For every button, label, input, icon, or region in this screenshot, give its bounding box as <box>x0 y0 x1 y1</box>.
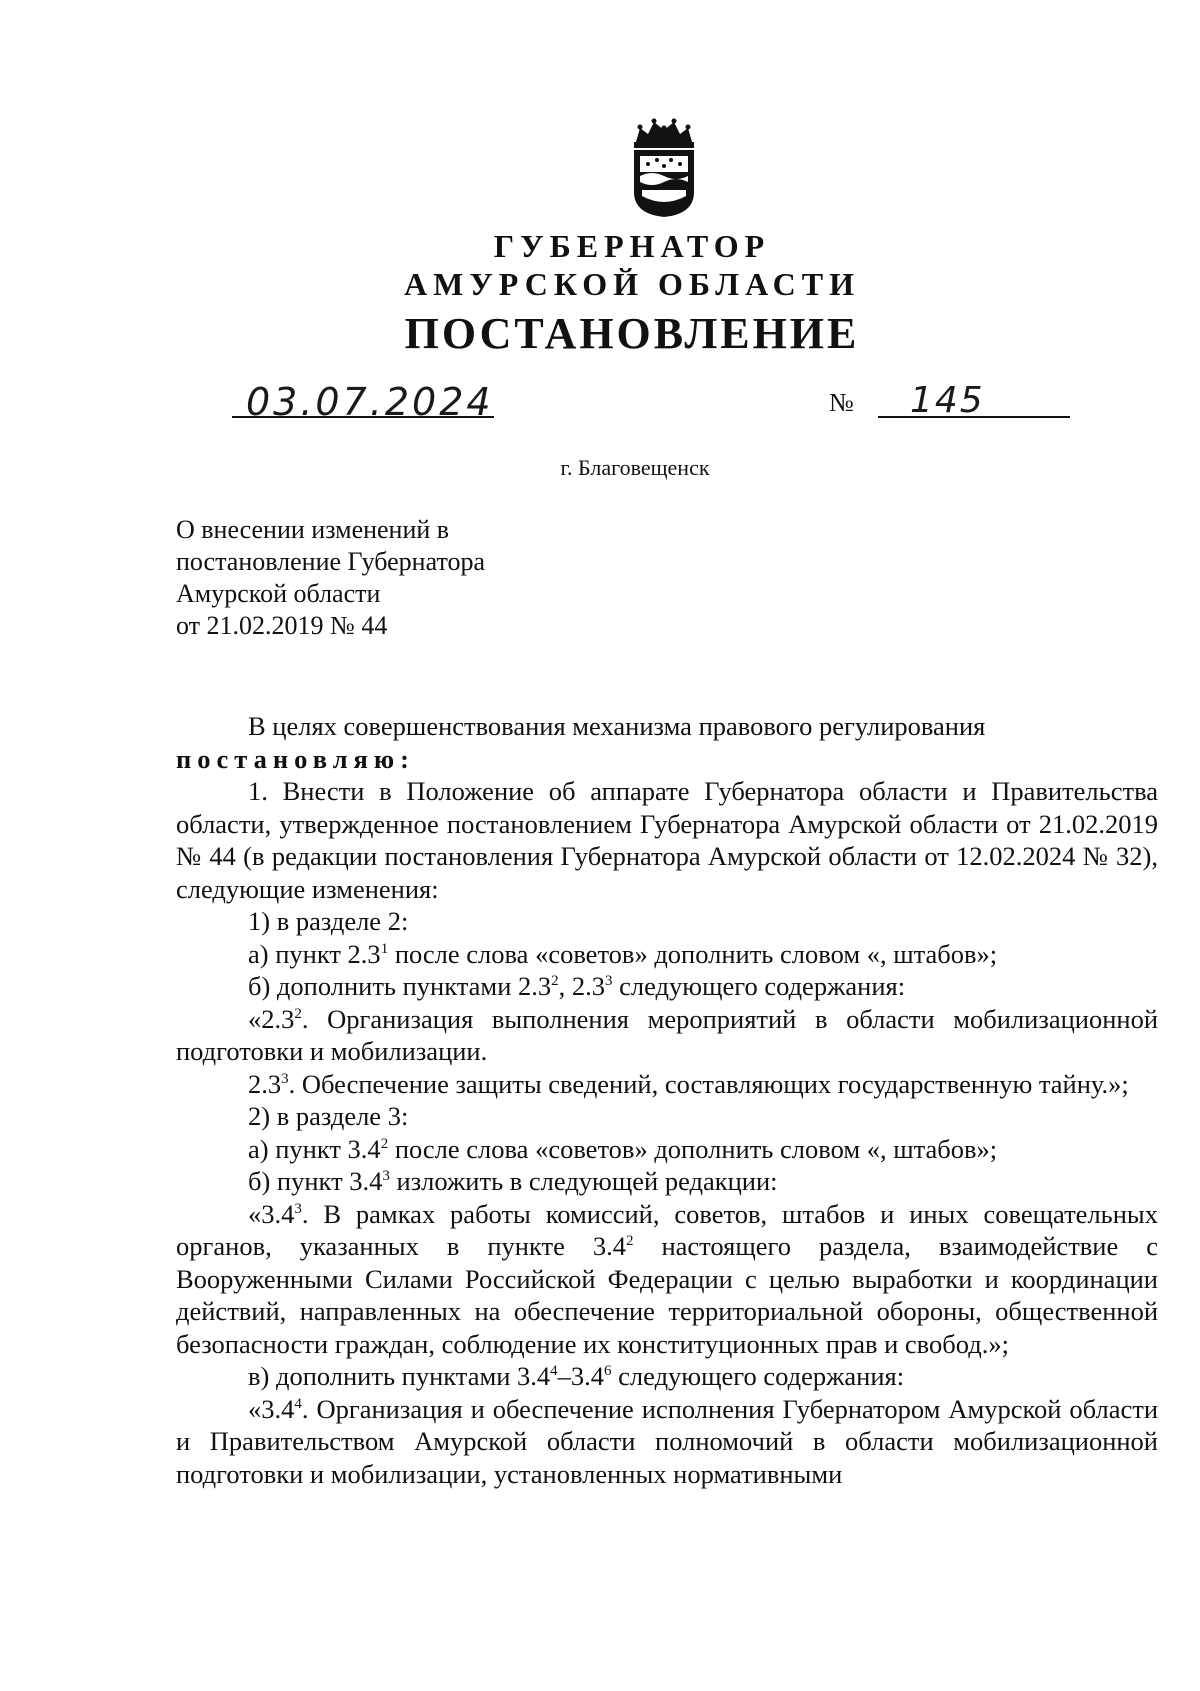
issuer-title: ГУБЕРНАТОР <box>493 228 771 264</box>
number-underline <box>878 416 1070 418</box>
decree-word: постановляю: <box>176 743 415 774</box>
point-2-3-3: $2.3^3$. Обеспечение защиты сведений, составляющих государственную тайну.»; <box>248 1068 1129 1099</box>
subject-line: постановление Губернатора <box>176 547 486 576</box>
issuer-region: АМУРСКОЙ ОБЛАСТИ <box>404 266 860 302</box>
number-sign: № <box>829 388 854 417</box>
document-number: 145 <box>910 380 985 421</box>
section-2-heading: 1) в разделе 2: <box>248 906 409 936</box>
city-name: г. Благовещенск <box>560 455 710 480</box>
subject-line: от 21.02.2019 № 44 <box>176 611 388 640</box>
coat-of-arms-emblem-icon <box>628 118 700 218</box>
paragraph-1: 1. Внести в Положение об аппарате Губернатора области и Правительства области, утвержденное постановлением Губернатора Амурской области от 21.02.2019 № 44 (в редакции постановления Губернатора Амурской области от 12.02.2024 № 32), следующие изменения: <box>176 776 1158 904</box>
item-3-b: б) пункт $3.4^3$ изложить в следующей редакции: <box>248 1166 778 1196</box>
item-2-a: а) пункт $2.3^1$ после слова «советов» дополнить словом «, штабов»; <box>248 938 998 969</box>
item-2-b: б) дополнить пунктами $2.3^2$, $2.3^3$ следующего содержания: <box>248 971 906 1001</box>
document-date: 03.07.2024 <box>246 380 494 424</box>
point-3-4-4: «$3.4^4$. Организация и обеспечение исполнения Губернатором Амурской области и Правительством Амурской области полномочий в области мобилизационной подготовки и мобилизации, установленных нормативными <box>176 1393 1158 1489</box>
point-3-4-3: «$3.4^3$. В рамках работы комиссий, советов, штабов и иных совещательных органов, указанных в пункте $3.4^2$ настоящего раздела, взаимодействие с Вооруженными Силами Российской Федерации с целью выработки и координации действий, направленных на обеспечение территориальной обороны, общественной безопасности граждан, соблюдение их конституционных прав и свобод.»; <box>176 1198 1158 1359</box>
document-type-title: ПОСТАНОВЛЕНИЕ <box>404 309 860 358</box>
item-3-c: в) дополнить пунктами $3.4^4-3.4^6$ следующего содержания: <box>248 1361 905 1391</box>
document-body <box>176 710 1158 1490</box>
subject-line: О внесении изменений в <box>176 515 450 544</box>
subject-line: Амурской области <box>176 579 381 608</box>
intro-paragraph: В целях совершенствования механизма правового регулирования <box>248 711 986 741</box>
date-underline <box>232 416 494 418</box>
document-subject <box>176 514 485 642</box>
section-3-heading: 2) в разделе 3: <box>248 1101 409 1131</box>
point-2-3-2: «$2.3^2$. Организация выполнения мероприятий в области мобилизационной подготовки и мобилизации. <box>176 1003 1158 1066</box>
item-3-a: а) пункт $3.4^2$ после слова «советов» дополнить словом «, штабов»; <box>248 1133 998 1164</box>
